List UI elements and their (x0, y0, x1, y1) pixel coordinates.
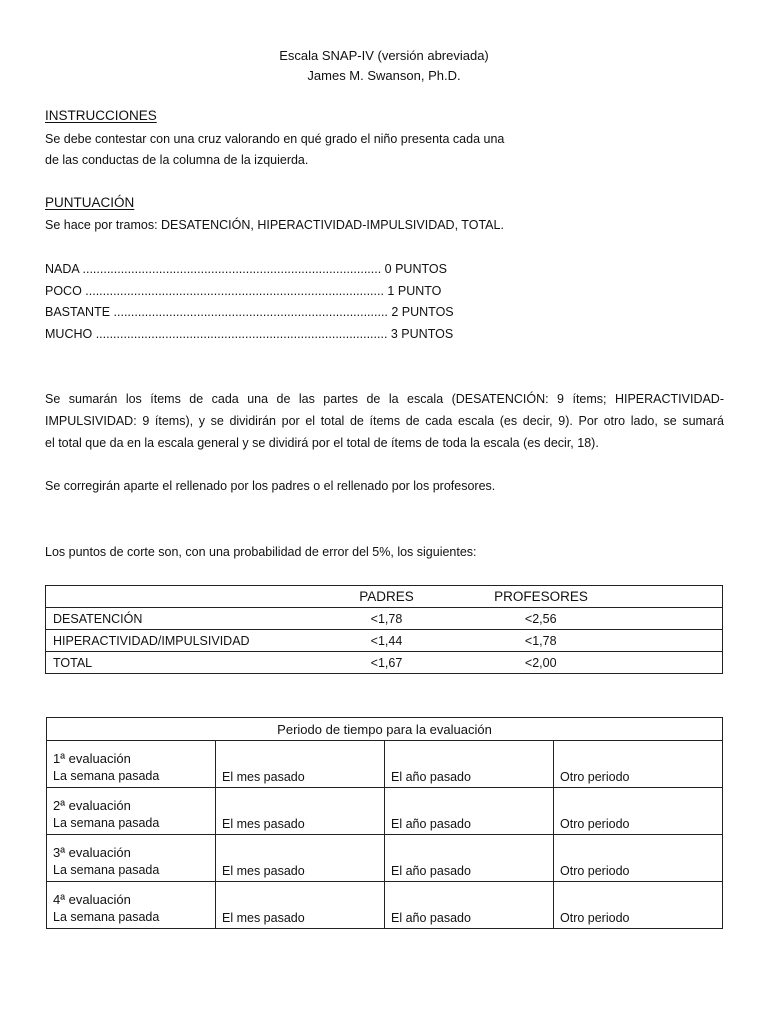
score-level-poco: POCO ...................................................................................... 1 PUNTO (45, 284, 442, 298)
score-level-bastante: BASTANTE ............................................................................... 2 PUNTOS (45, 305, 454, 319)
scoring-intro: Se hace por tramos: DESATENCIÓN, HIPERACTIVIDAD-IMPULSIVIDAD, TOTAL. (45, 218, 504, 232)
table-row (47, 882, 723, 929)
cutoff-profesores-value: <2,00 (470, 652, 723, 674)
option-semana: La semana pasada (53, 769, 160, 783)
evaluation-number: 1ª evaluación (53, 751, 131, 766)
score-level-nada: NADA ...................................................................................... 0 PUNTOS (45, 262, 447, 276)
option-semana: La semana pasada (53, 910, 160, 924)
cutoff-label: TOTAL (46, 652, 304, 674)
option-ano: El año pasado (385, 741, 554, 788)
paragraph-line: Se sumarán los ítems de cada una de las partes de la escala (DESATENCIÓN: 9 ítems; HIPERACTIVIDAD- (45, 392, 724, 406)
option-semana: La semana pasada (53, 816, 160, 830)
evaluation-number: 2ª evaluación (53, 798, 131, 813)
evaluation-cell (47, 882, 216, 929)
option-semana: La semana pasada (53, 863, 160, 877)
cutoff-profesores-value: <2,56 (470, 608, 723, 630)
option-otro: Otro periodo (554, 741, 723, 788)
cutoff-header-padres: PADRES (304, 586, 470, 608)
table-row (46, 630, 723, 652)
cutoff-table (45, 585, 723, 674)
option-ano: El año pasado (385, 835, 554, 882)
instructions-heading: INSTRUCCIONES (45, 108, 157, 123)
evaluation-cell (47, 835, 216, 882)
cutoff-padres-value: <1,78 (304, 608, 470, 630)
evaluation-number: 4ª evaluación (53, 892, 131, 907)
option-ano: El año pasado (385, 882, 554, 929)
score-level-mucho: MUCHO .................................................................................... 3 PUNTOS (45, 327, 454, 341)
paragraph-line: IMPULSIVIDAD: 9 ítems), y se dividirán por el total de ítems de cada escala (es decir, 9). Por otro lado, se sumará (45, 414, 724, 428)
table-row (47, 788, 723, 835)
document-title: Escala SNAP-IV (versión abreviada) (279, 48, 489, 63)
option-otro: Otro periodo (554, 788, 723, 835)
instructions-line: de las conductas de la columna de la izquierda. (45, 153, 309, 167)
evaluation-period-table (46, 717, 723, 929)
table-row (47, 835, 723, 882)
table-row (46, 652, 723, 674)
option-mes: El mes pasado (216, 835, 385, 882)
paragraph-cutoff-intro: Los puntos de corte son, con una probabilidad de error del 5%, los siguientes: (45, 545, 477, 559)
table-row (46, 608, 723, 630)
option-otro: Otro periodo (554, 835, 723, 882)
cutoff-table-header (46, 586, 723, 608)
option-ano: El año pasado (385, 788, 554, 835)
paragraph-correction: Se corregirán aparte el rellenado por los padres o el rellenado por los profesores. (45, 479, 496, 493)
evaluation-cell (47, 788, 216, 835)
cutoff-padres-value: <1,44 (304, 630, 470, 652)
table-row (47, 741, 723, 788)
instructions-line: Se debe contestar con una cruz valorando en qué grado el niño presenta cada una (45, 132, 505, 146)
cutoff-header-empty (46, 586, 304, 608)
scoring-heading: PUNTUACIÓN (45, 195, 135, 210)
option-mes: El mes pasado (216, 882, 385, 929)
period-table-title: Periodo de tiempo para la evaluación (47, 718, 723, 741)
option-otro: Otro periodo (554, 882, 723, 929)
evaluation-cell (47, 741, 216, 788)
option-mes: El mes pasado (216, 788, 385, 835)
option-mes: El mes pasado (216, 741, 385, 788)
paragraph-line: el total que da en la escala general y se dividirá por el total de ítems de toda la escala (es decir, 18). (45, 436, 599, 450)
evaluation-number: 3ª evaluación (53, 845, 131, 860)
cutoff-padres-value: <1,67 (304, 652, 470, 674)
cutoff-label: HIPERACTIVIDAD/IMPULSIVIDAD (46, 630, 304, 652)
cutoff-profesores-value: <1,78 (470, 630, 723, 652)
cutoff-label: DESATENCIÓN (46, 608, 304, 630)
period-table-header (47, 718, 723, 741)
cutoff-header-profesores: PROFESORES (470, 586, 723, 608)
document-author: James M. Swanson, Ph.D. (307, 68, 461, 83)
